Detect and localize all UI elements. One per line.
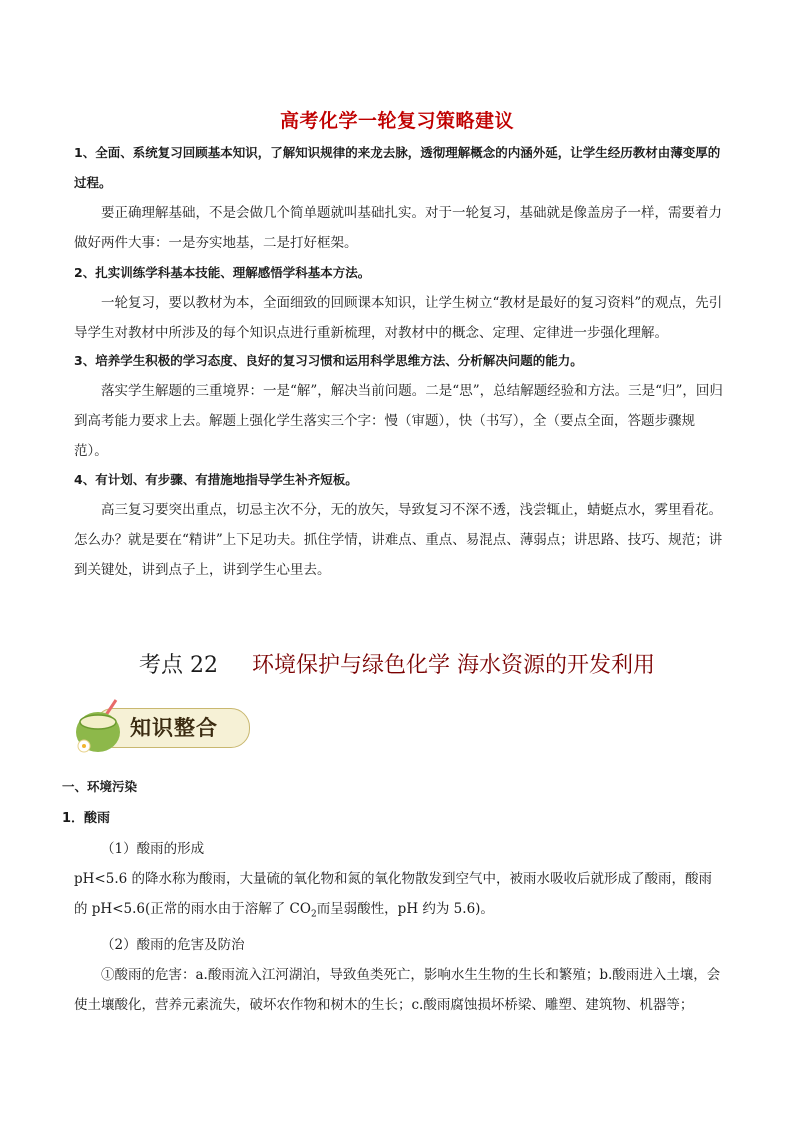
point-3-heading: 3、培养学生积极的学习态度、良好的复习习惯和运用科学思维方法、分析解决问题的能力。 <box>74 353 583 368</box>
point-1-body: 要正确理解基础，不是会做几个简单题就叫基础扎实。对于一轮复习，基础就是像盖房子一样，需要着力做好两件大事：一是夯实地基，二是打好框架。 <box>74 205 722 251</box>
section-heading: 一、环境污染 <box>62 779 138 794</box>
point-2-body: 一轮复习，要以教材为本，全面细致的回顾课本知识，让学生树立“教材是最好的复习资料”的观点，先引导学生对教材中所涉及的每个知识点进行重新梳理，对教材中的概念、定理、定律进一步强化理解。 <box>74 295 723 341</box>
coconut-drink-icon <box>72 698 128 756</box>
point-4-body: 高三复习要突出重点，切忌主次不分，无的放矢，导致复习不深不透，浅尝辄止，蜻蜓点水，雾里看花。怎么办？就是要在“精讲”上下足功夫。抓住学情，讲难点、重点、易混点、薄弱点；讲思路、技巧、规范；讲到关键处，讲到点子上，讲到学生心里去。 <box>74 502 723 578</box>
badge-label: 知识整合 <box>130 716 218 740</box>
kaodian-heading <box>0 648 794 679</box>
knowledge-integration-badge <box>72 692 254 758</box>
formation-body: pH<5.6 的降水称为酸雨，大量硫的氧化物和氮的氧化物散发到空气中，被雨水吸收后就形成了酸雨，酸雨的 pH<5.6(正常的雨水由于溶解了 $CO_2$而呈弱酸性，pH 约为 5.6)。 <box>74 871 712 920</box>
strategy-point-2 <box>74 258 724 348</box>
point-4-heading: 4、有计划、有步骤、有措施地指导学生补齐短板。 <box>74 472 358 487</box>
harm-body: ①酸雨的危害：a.酸雨流入江河湖泊，导致鱼类死亡，影响水生生物的生长和繁殖；b.酸雨进入土壤，会使土壤酸化，营养元素流失，破坏农作物和树木的生长；c.酸雨腐蚀损坏桥梁、雕塑、建筑物、机器等； <box>74 966 721 1013</box>
formation-subheading: （1）酸雨的形成 <box>101 841 205 857</box>
point-1-heading: 1、全面、系统复习回顾基本知识，了解知识规律的来龙去脉，透彻理解概念的内涵外延，让学生经历教材由薄变厚的过程。 <box>74 145 721 190</box>
strategy-point-1 <box>74 138 724 258</box>
acid-rain-formation <box>74 834 724 1020</box>
kaodian-number: 考点 22 <box>139 653 218 678</box>
point-2-heading: 2、扎实训练学科基本技能、理解感悟学科基本方法。 <box>74 265 371 280</box>
point-3-body: 落实学生解题的三重境界：一是“解”，解决当前问题。二是“思”，总结解题经验和方法。三是“归”，回归到高考能力要求上去。解题上强化学生落实三个字：慢（审题），快（书写），全（要点全面，答题步骤规范）。 <box>74 383 723 459</box>
page-title: 高考化学一轮复习策略建议 <box>279 110 514 132</box>
strategy-point-3 <box>74 346 724 466</box>
kaodian-name: 环境保护与绿色化学 海水资源的开发利用 <box>252 653 655 678</box>
strategy-point-4 <box>74 465 724 585</box>
harm-subheading: （2）酸雨的危害及防治 <box>101 936 245 953</box>
subsection-heading: 1．酸雨 <box>62 811 111 826</box>
